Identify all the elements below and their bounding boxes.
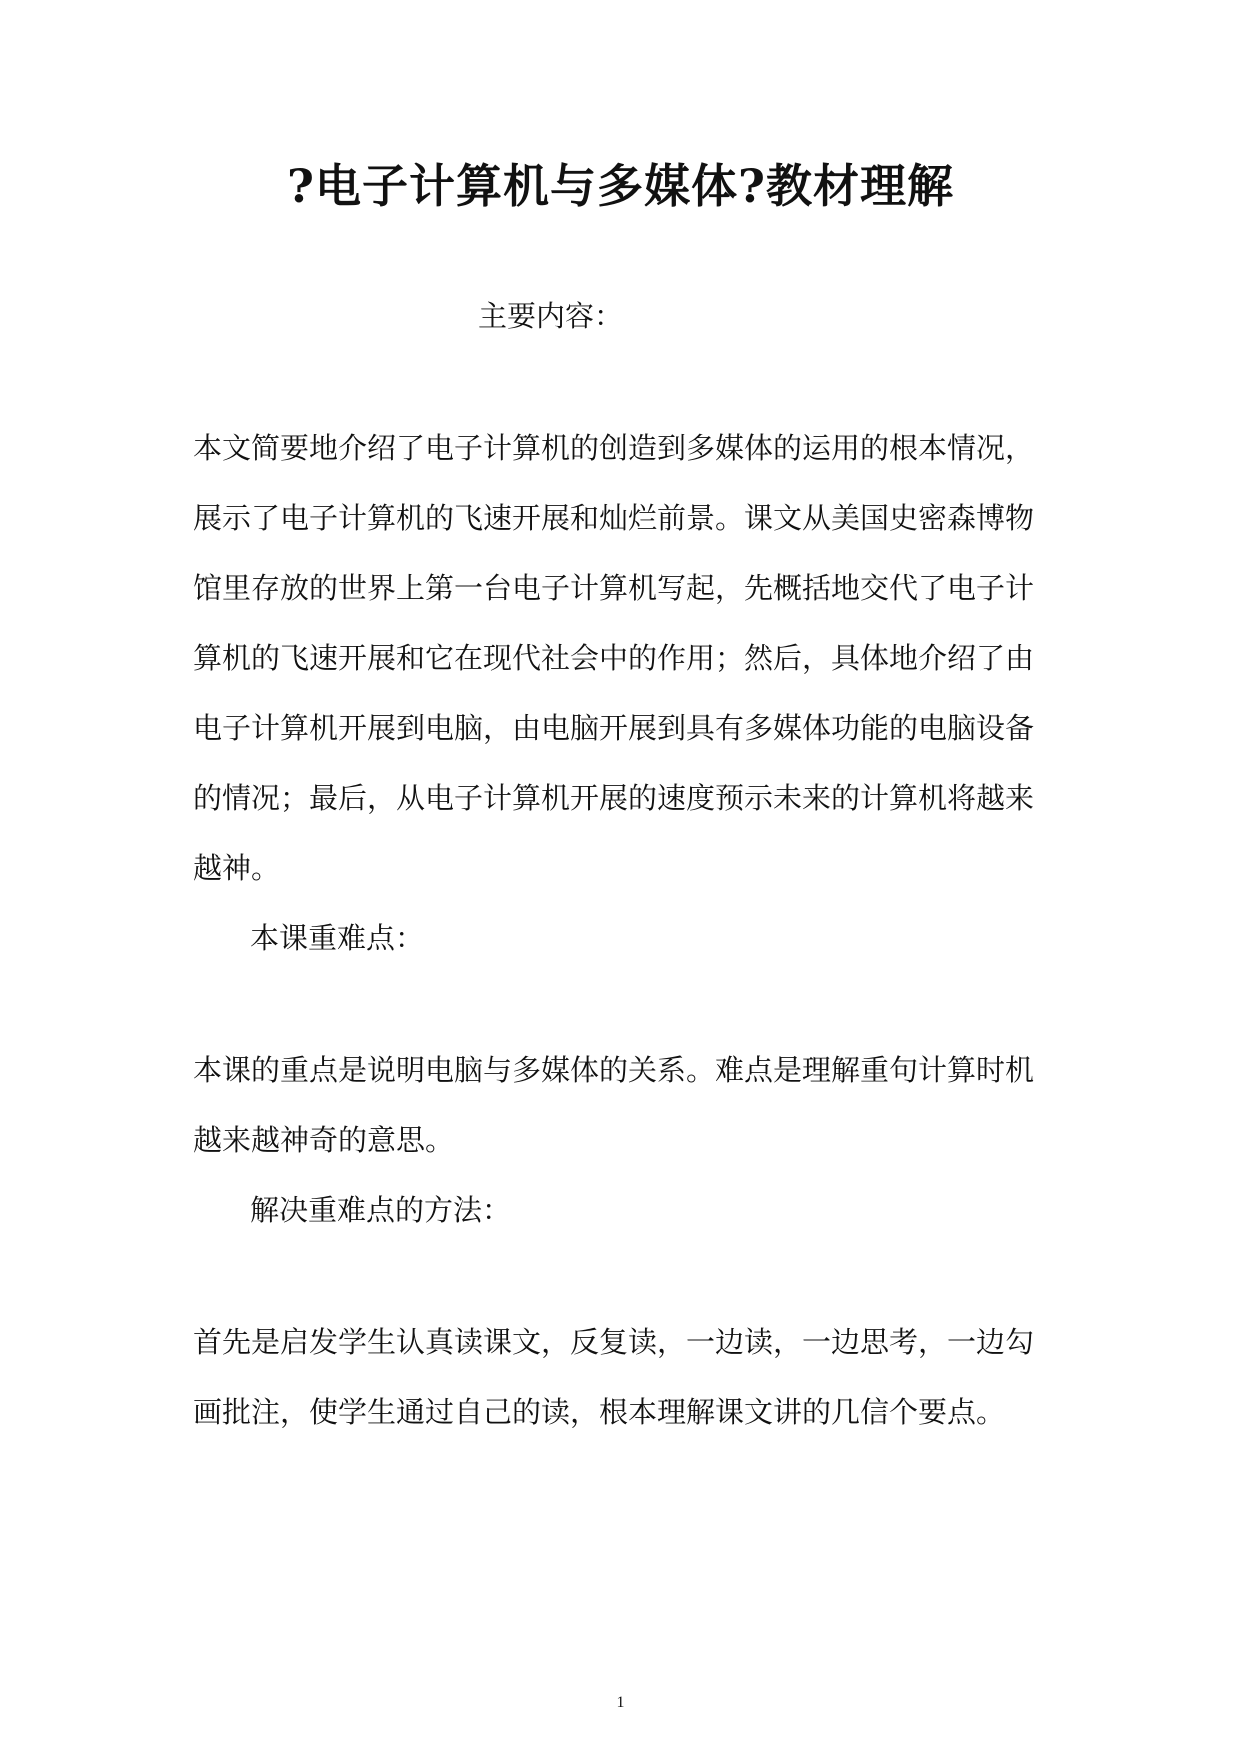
section-heading-methods: 解决重难点的方法： — [250, 1193, 512, 1227]
paragraph-line: 的情况；最后，从电子计算机开展的速度预示未来的计算机将越来 — [193, 781, 1035, 815]
paragraph-line: 越神。 — [193, 851, 281, 885]
paragraph-line: 馆里存放的世界上第一台电子计算机写起，先概括地交代了电子计 — [193, 571, 1035, 605]
paragraph-line: 首先是启发学生认真读课文，反复读，一边读，一边思考，一边勾 — [193, 1325, 1035, 1359]
paragraph-line: 越来越神奇的意思。 — [193, 1123, 455, 1157]
section-heading-main-content: 主要内容： — [478, 299, 624, 333]
paragraph-line: 画批注，使学生通过自己的读，根本理解课文讲的几信个要点。 — [193, 1395, 1006, 1429]
paragraph-line: 本文简要地介绍了电子计算机的创造到多媒体的运用的根本情况， — [193, 431, 1035, 465]
section-heading-key-points: 本课重难点： — [250, 921, 425, 955]
paragraph-line: 本课的重点是说明电脑与多媒体的关系。难点是理解重句计算时机 — [193, 1053, 1035, 1087]
page-number: 1 — [616, 1694, 625, 1711]
paragraph-line: 展示了电子计算机的飞速开展和灿烂前景。课文从美国史密森博物 — [193, 501, 1035, 535]
paragraph-line: 电子计算机开展到电脑，由电脑开展到具有多媒体功能的电脑设备 — [193, 711, 1035, 745]
paragraph-line: 算机的飞速开展和它在现代社会中的作用；然后，具体地介绍了由 — [193, 641, 1035, 675]
document-title: ?电子计算机与多媒体?教材理解 — [287, 159, 954, 213]
